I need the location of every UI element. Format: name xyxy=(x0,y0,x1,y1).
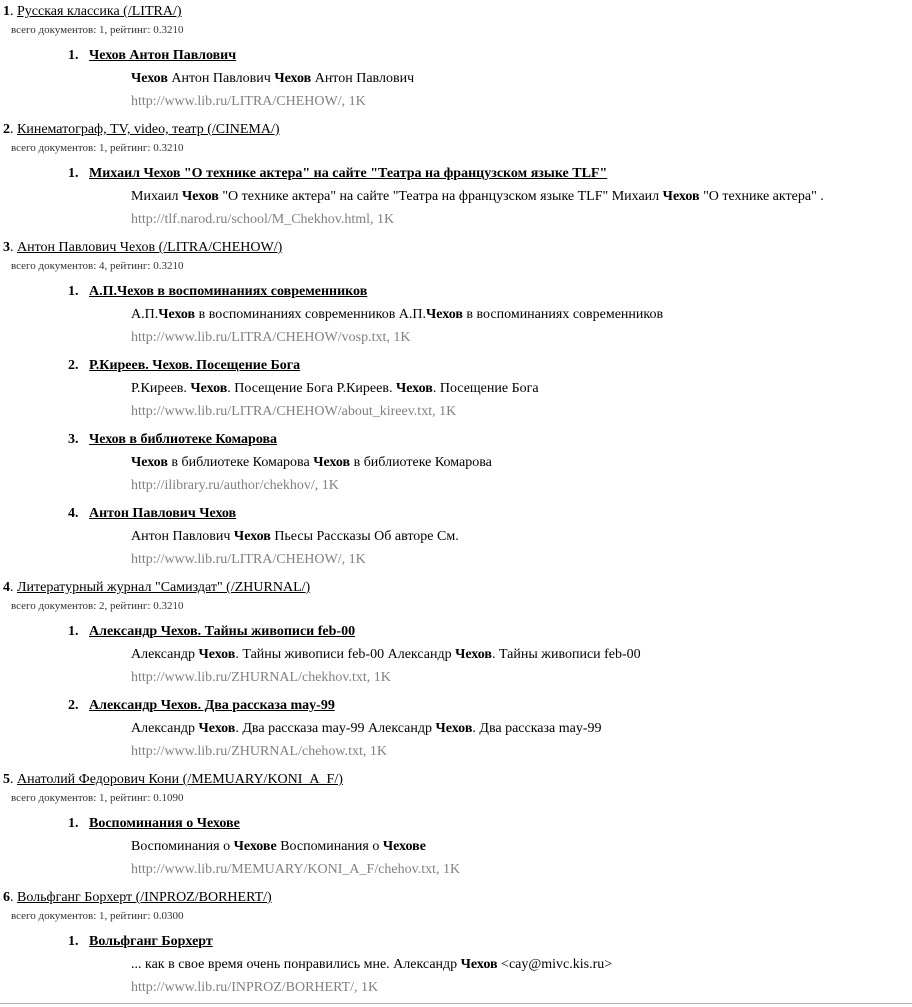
document-link[interactable]: Михаил Чехов "О технике актера" на сайте "Театра на французском языке TLF" xyxy=(89,166,608,181)
document-title-row xyxy=(0,812,912,835)
result-group xyxy=(0,886,912,1004)
document-item xyxy=(0,44,912,118)
document-number: 2. xyxy=(68,698,79,713)
document-snippet xyxy=(0,185,912,209)
document-snippet xyxy=(0,377,912,401)
snippet-text: "О технике актера" на сайте "Театра на французском языке TLF" Михаил xyxy=(218,189,663,204)
group-title-row xyxy=(0,768,912,791)
document-snippet xyxy=(0,451,912,475)
group-number-separator: . xyxy=(10,580,17,595)
document-snippet xyxy=(0,525,912,549)
document-url: http://www.lib.ru/ZHURNAL/chehow.txt, 1K xyxy=(131,744,387,759)
group-link[interactable]: Вольфганг Борхерт (/INPROZ/BORHERT/) xyxy=(17,890,272,905)
snippet-highlight: Чехов xyxy=(198,647,236,662)
snippet-highlight: Чехов xyxy=(460,957,498,972)
snippet-text: Александр xyxy=(131,647,199,662)
result-group xyxy=(0,768,912,886)
group-stats: всего документов: 1, рейтинг: 0.3210 xyxy=(11,142,184,154)
document-number: 3. xyxy=(68,432,79,447)
document-snippet xyxy=(0,717,912,741)
snippet-highlight: Чехов xyxy=(198,721,236,736)
snippet-highlight: Чехов xyxy=(158,307,196,322)
document-link[interactable]: Р.Киреев. Чехов. Посещение Бога xyxy=(89,358,301,373)
document-snippet xyxy=(0,643,912,667)
snippet-text: А.П. xyxy=(131,307,159,322)
group-number-separator: . xyxy=(10,772,17,787)
snippet-text: Воспоминания о xyxy=(276,839,383,854)
snippet-text: Антон Павлович xyxy=(311,71,415,86)
snippet-highlight: Чехове xyxy=(233,839,277,854)
document-url: http://www.lib.ru/LITRA/CHEHOW/, 1K xyxy=(131,552,366,567)
document-link[interactable]: Александр Чехов. Два рассказа may-99 xyxy=(89,698,335,713)
document-item xyxy=(0,930,912,1004)
bottom-divider xyxy=(0,1003,912,1004)
result-group xyxy=(0,236,912,576)
document-item xyxy=(0,694,912,768)
snippet-text: в библиотеке Комарова xyxy=(167,455,314,470)
snippet-text: в воспоминаниях современников А.П. xyxy=(195,307,427,322)
snippet-text: . Тайны живописи feb-00 xyxy=(491,647,641,662)
document-number: 2. xyxy=(68,358,79,373)
document-number: 1. xyxy=(68,624,79,639)
snippet-highlight: Чехов xyxy=(233,529,271,544)
group-link[interactable]: Литературный журнал "Самиздат" (/ZHURNAL/) xyxy=(17,580,311,595)
snippet-highlight: Чехов xyxy=(455,647,492,662)
snippet-text: Антон Павлович xyxy=(131,529,234,544)
document-snippet xyxy=(0,953,912,977)
document-number: 1. xyxy=(68,166,79,181)
result-group xyxy=(0,118,912,236)
document-url: http://www.lib.ru/LITRA/CHEHOW/, 1K xyxy=(131,94,366,109)
group-title-row xyxy=(0,118,912,141)
document-url: http://ilibrary.ru/author/chekhov/, 1K xyxy=(131,478,339,493)
document-item xyxy=(0,620,912,694)
document-item xyxy=(0,502,912,576)
group-number: 4 xyxy=(3,580,10,595)
document-url: http://www.lib.ru/INPROZ/BORHERT/, 1K xyxy=(131,980,379,995)
result-group xyxy=(0,576,912,768)
group-stats: всего документов: 2, рейтинг: 0.3210 xyxy=(11,600,184,612)
document-item xyxy=(0,428,912,502)
result-group xyxy=(0,0,912,118)
document-title-row xyxy=(0,502,912,525)
group-title-row xyxy=(0,576,912,599)
document-title-row xyxy=(0,428,912,451)
document-title-row xyxy=(0,44,912,67)
snippet-text: Михаил xyxy=(131,189,182,204)
snippet-highlight: Чехов xyxy=(131,71,168,86)
document-number: 1. xyxy=(68,284,79,299)
group-number: 1 xyxy=(3,4,10,19)
snippet-text: Антон Павлович xyxy=(167,71,275,86)
snippet-text: Р.Киреев. xyxy=(131,381,191,396)
group-title-row xyxy=(0,886,912,909)
snippet-text: в воспоминаниях современников xyxy=(462,307,664,322)
snippet-highlight: Чехов xyxy=(395,381,433,396)
snippet-text: . Посещение Бога xyxy=(432,381,539,396)
snippet-text: <cay@mivc.kis.ru> xyxy=(497,957,613,972)
snippet-text: . Два рассказа may-99 xyxy=(472,721,602,736)
document-link[interactable]: Воспоминания о Чехове xyxy=(89,816,240,831)
document-link[interactable]: Вольфганг Борхерт xyxy=(89,934,213,949)
document-number: 1. xyxy=(68,934,79,949)
group-link[interactable]: Русская классика (/LITRA/) xyxy=(17,4,182,19)
document-link[interactable]: А.П.Чехов в воспоминаниях современников xyxy=(89,284,368,299)
document-url: http://www.lib.ru/LITRA/CHEHOW/vosp.txt, 1K xyxy=(131,330,411,345)
snippet-highlight: Чехов xyxy=(435,721,473,736)
snippet-text: . Два рассказа may-99 Александр xyxy=(235,721,436,736)
document-url: http://www.lib.ru/ZHURNAL/chekhov.txt, 1K xyxy=(131,670,391,685)
group-number: 2 xyxy=(3,122,10,137)
group-title-row xyxy=(0,236,912,259)
document-title-row xyxy=(0,162,912,185)
group-title-row xyxy=(0,0,912,23)
document-title-row xyxy=(0,694,912,717)
group-link[interactable]: Анатолий Федорович Кони (/MEMUARY/KONI_A_F/) xyxy=(17,772,343,787)
group-number-separator: . xyxy=(10,122,17,137)
snippet-highlight: Чехове xyxy=(382,839,426,854)
document-link[interactable]: Чехов Антон Павлович xyxy=(89,48,237,63)
document-link[interactable]: Антон Павлович Чехов xyxy=(89,506,237,521)
document-item xyxy=(0,162,912,236)
snippet-highlight: Чехов xyxy=(426,307,463,322)
document-link[interactable]: Чехов в библиотеке Комарова xyxy=(89,432,278,447)
snippet-highlight: Чехов xyxy=(662,189,700,204)
document-number: 4. xyxy=(68,506,79,521)
snippet-text: Александр xyxy=(131,721,199,736)
snippet-text: Пьесы Рассказы Об авторе См. xyxy=(270,529,459,544)
document-url: http://www.lib.ru/MEMUARY/KONI_A_F/chehov.txt, 1K xyxy=(131,862,461,877)
group-stats: всего документов: 1, рейтинг: 0.0300 xyxy=(11,910,184,922)
snippet-text: . Посещение Бога Р.Киреев. xyxy=(227,381,396,396)
group-number: 6 xyxy=(3,890,10,905)
document-url: http://www.lib.ru/LITRA/CHEHOW/about_kireev.txt, 1K xyxy=(131,404,457,419)
document-link[interactable]: Александр Чехов. Тайны живописи feb-00 xyxy=(89,624,356,639)
document-title-row xyxy=(0,354,912,377)
document-snippet xyxy=(0,835,912,859)
group-number: 5 xyxy=(3,772,10,787)
document-title-row xyxy=(0,930,912,953)
document-url: http://tlf.narod.ru/school/M_Chekhov.html, 1K xyxy=(131,212,395,227)
snippet-text: Воспоминания о xyxy=(131,839,234,854)
snippet-highlight: Чехов xyxy=(190,381,228,396)
group-number: 3 xyxy=(3,240,10,255)
group-number-separator: . xyxy=(10,240,17,255)
snippet-highlight: Чехов xyxy=(181,189,219,204)
snippet-text: в библиотеке Комарова xyxy=(350,455,492,470)
group-link[interactable]: Антон Павлович Чехов (/LITRA/CHEHOW/) xyxy=(17,240,283,255)
group-number-separator: . xyxy=(10,890,17,905)
document-snippet xyxy=(0,67,912,91)
document-number: 1. xyxy=(68,48,79,63)
snippet-highlight: Чехов xyxy=(131,455,168,470)
document-item xyxy=(0,354,912,428)
document-title-row xyxy=(0,280,912,303)
document-snippet xyxy=(0,303,912,327)
group-stats: всего документов: 1, рейтинг: 0.3210 xyxy=(11,24,184,36)
group-link[interactable]: Кинематограф, TV, video, театр (/CINEMA/) xyxy=(17,122,280,137)
group-stats: всего документов: 4, рейтинг: 0.3210 xyxy=(11,260,184,272)
snippet-text: . Тайны живописи feb-00 Александр xyxy=(235,647,456,662)
document-item xyxy=(0,812,912,886)
snippet-text: "О технике актера" . xyxy=(699,189,824,204)
snippet-highlight: Чехов xyxy=(274,71,312,86)
document-title-row xyxy=(0,620,912,643)
group-stats: всего документов: 1, рейтинг: 0.1090 xyxy=(11,792,184,804)
document-number: 1. xyxy=(68,816,79,831)
document-item xyxy=(0,280,912,354)
group-number-separator: . xyxy=(10,4,17,19)
snippet-highlight: Чехов xyxy=(313,455,351,470)
snippet-text: ... как в свое время очень понравились мне. Александр xyxy=(131,957,461,972)
